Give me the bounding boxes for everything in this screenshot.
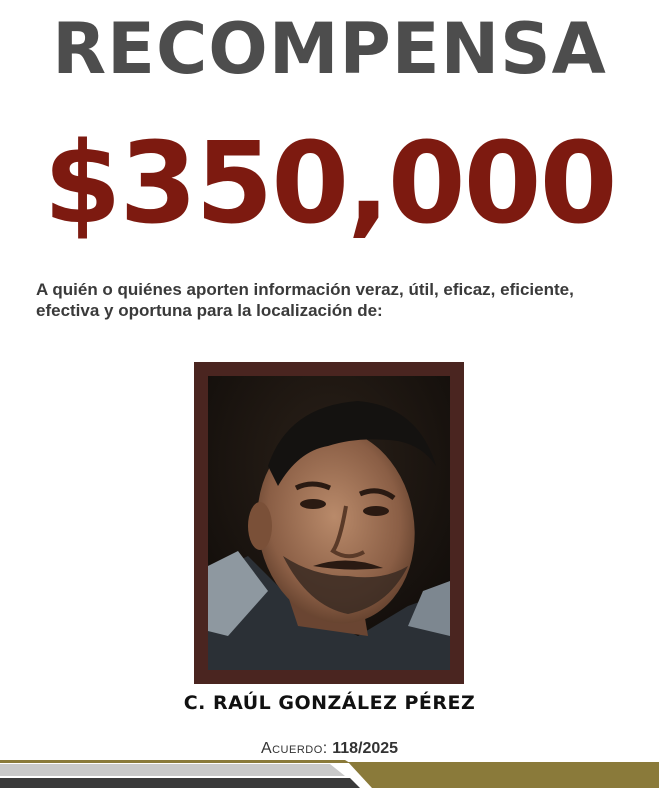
intro-text: A quién o quiénes aporten información veraz, útil, eficaz, eficiente, efectiva y oportuna para la localización de:	[36, 280, 574, 320]
footer-band	[0, 760, 659, 788]
footer-stripes	[0, 760, 659, 788]
person-photo-placeholder	[208, 376, 450, 670]
agreement-number: 118/2025	[332, 740, 399, 757]
agreement-line	[0, 740, 659, 758]
photo-frame	[194, 362, 464, 684]
person-photo	[208, 376, 450, 670]
headline-recompensa: RECOMPENSA	[52, 8, 607, 90]
reward-amount: $350,000	[43, 119, 616, 249]
agreement-label: Acuerdo:	[260, 740, 328, 757]
wanted-person-name: C. RAÚL GONZÁLEZ PÉREZ	[183, 692, 476, 714]
